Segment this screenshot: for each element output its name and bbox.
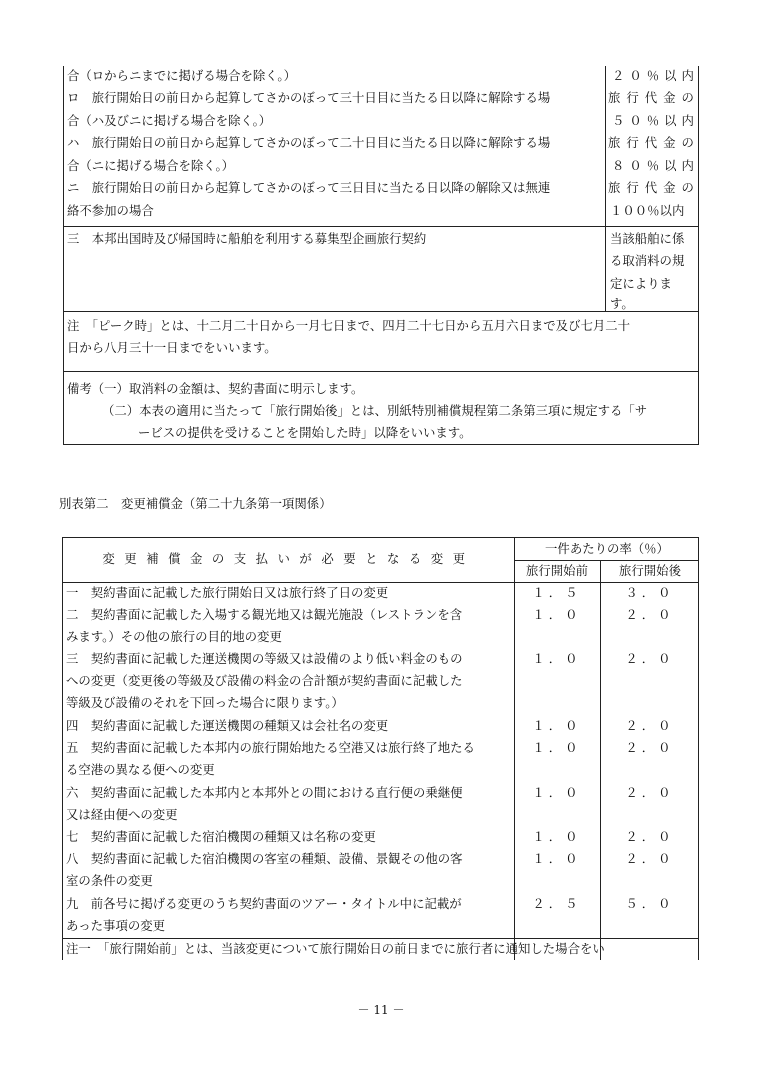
note-line: 日から八月三十一日までをいいます。 xyxy=(67,340,277,355)
table-row-text: 九 前各号に掲げる変更のうち契約書面のツアー・タイトル中に記載が xyxy=(66,896,462,911)
header-after: 旅行開始後 xyxy=(619,563,681,578)
rate-text: ８０％以内 xyxy=(612,158,699,173)
rate-before: １．０ xyxy=(532,651,582,666)
rate-text: 定によりま xyxy=(610,276,672,291)
rate-before: １．０ xyxy=(532,785,582,800)
rate-after: ２．０ xyxy=(625,785,675,800)
table-row-text: みます。）その他の旅行の目的地の変更 xyxy=(66,629,282,644)
table-row-text: る空港の異なる便への変更 xyxy=(66,762,215,777)
table-row-text: 六 契約書面に記載した本邦内と本邦外との間における直行便の乗継便 xyxy=(66,785,463,800)
rate-after: ２．０ xyxy=(625,607,675,622)
change-compensation-table xyxy=(62,537,699,960)
table-row-text: 室の条件の変更 xyxy=(66,873,153,888)
table-row-text: 合（ニに掲げる場合を除く。） xyxy=(67,158,235,173)
table-row-text: 七 契約書面に記載した宿泊機関の種類又は名称の変更 xyxy=(66,829,376,844)
rate-text: 旅行代金の xyxy=(608,135,700,150)
rate-text: ２０％以内 xyxy=(612,68,699,83)
rate-after: ３．０ xyxy=(625,585,675,600)
table-row-text: 三 契約書面に記載した運送機関の等級又は設備のより低い料金のもの xyxy=(66,651,463,666)
table-row-text: ハ 旅行開始日の前日から起算してさかのぼって二十日目に当たる日以降に解除する場 xyxy=(67,135,551,150)
peak-note xyxy=(63,312,699,372)
note-line: 注 「ピーク時」とは、十二月二十日から一月七日まで、四月二十七日から五月六日まで及び七月二十 xyxy=(67,318,631,333)
rate-text: す。 xyxy=(610,296,634,311)
table-row-text: 合（ハ及びニに掲げる場合を除く。） xyxy=(67,113,272,128)
remarks-box xyxy=(63,371,699,445)
table-row-text: 三 本邦出国時及び帰国時に船舶を利用する募集型企画旅行契約 xyxy=(67,231,427,246)
table-row-text: 絡不参加の場合 xyxy=(67,203,154,218)
rate-after: ２．０ xyxy=(625,740,675,755)
table-note: 注一 「旅行開始前」とは、当該変更について旅行開始日の前日までに旅行者に通知した場合をい xyxy=(66,941,605,956)
rate-after: ５．０ xyxy=(625,896,675,911)
rate-before: １．０ xyxy=(532,740,582,755)
remark-line: ービスの提供を受けることを開始した時」以降をいいます。 xyxy=(138,425,472,440)
remark-line: 備考（一）取消料の金額は、契約書面に明示します。 xyxy=(67,381,364,396)
rate-text: 旅行代金の xyxy=(608,180,700,195)
rate-after: ２．０ xyxy=(625,829,675,844)
section-title: 別表第二 変更補償金（第二十九条第一項関係） xyxy=(59,496,332,511)
header-rate: 一件あたりの率（％） xyxy=(545,541,669,556)
rate-before: １．５ xyxy=(532,585,582,600)
table-row-text: への変更（変更後の等級及び設備の料金の合計額が契約書面に記載した xyxy=(66,673,463,688)
table-row-text: ロ 旅行開始日の前日から起算してさかのぼって三十日目に当たる日以降に解除する場 xyxy=(67,90,551,105)
remark-line: （二）本表の適用に当たって「旅行開始後」とは、別紙特別補償規程第二条第三項に規定する「サ xyxy=(102,403,648,418)
table-row-text: 二 契約書面に記載した入場する観光地又は観光施設（レストランを含 xyxy=(66,607,463,622)
rate-before: １．０ xyxy=(532,718,582,733)
rate-text: 当該船舶に係 xyxy=(610,231,685,246)
column-divider xyxy=(605,66,606,311)
rate-before: １．０ xyxy=(532,829,582,844)
page-number: － 11 － xyxy=(357,1003,405,1017)
rate-text: １００％以内 xyxy=(610,203,685,218)
rate-before: ２．５ xyxy=(532,896,582,911)
table-row-text: ニ 旅行開始日の前日から起算してさかのぼって三日目に当たる日以降の解除又は無連 xyxy=(67,180,551,195)
rate-text: 旅行代金の xyxy=(608,90,700,105)
table-row-text: 一 契約書面に記載した旅行開始日又は旅行終了日の変更 xyxy=(66,585,389,600)
rate-before: １．０ xyxy=(532,851,582,866)
table-row-text: 四 契約書面に記載した運送機関の種類又は会社名の変更 xyxy=(66,718,389,733)
table-row-text: 五 契約書面に記載した本邦内の旅行開始地たる空港又は旅行終了地たる xyxy=(66,740,475,755)
rate-text: ５０％以内 xyxy=(612,113,699,128)
cancellation-fee-table xyxy=(63,66,699,312)
row-divider xyxy=(64,226,698,227)
rate-after: ２．０ xyxy=(625,651,675,666)
table-row-text: 八 契約書面に記載した宿泊機関の客室の種類、設備、景観その他の客 xyxy=(66,851,463,866)
table-row-text: 等級及び設備のそれを下回った場合に限ります。） xyxy=(66,695,344,710)
table-row-text: あった事項の変更 xyxy=(66,918,166,933)
table-row-text: 合（ロからニまでに掲げる場合を除く。） xyxy=(67,68,296,83)
rate-after: ２．０ xyxy=(625,851,675,866)
header-change-type: 変更補償金の支払いが必要となる変更 xyxy=(102,551,475,566)
rate-before: １．０ xyxy=(532,607,582,622)
header-before: 旅行開始前 xyxy=(526,563,588,578)
rate-text: る取消料の規 xyxy=(610,253,685,268)
rate-after: ２．０ xyxy=(625,718,675,733)
table-row-text: 又は経由便への変更 xyxy=(66,807,178,822)
